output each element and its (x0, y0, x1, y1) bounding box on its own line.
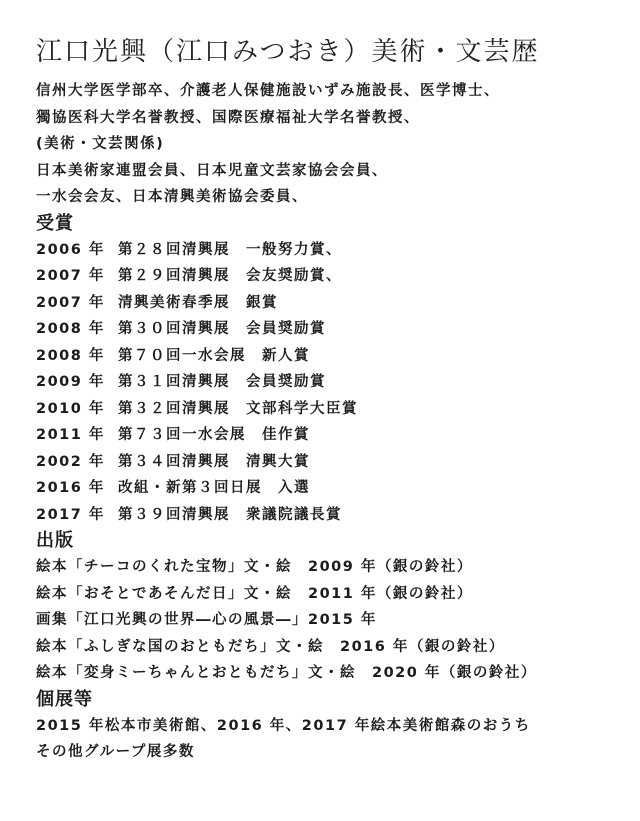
affiliation-line: 一水会会友、日本清興美術協会委員、 (36, 189, 308, 205)
award-year: 2017 年 (36, 506, 105, 523)
award-year: 2008 年 (36, 321, 105, 337)
award-row (36, 502, 626, 529)
publication-item: 絵本「ふしぎな国のおともだち」文・絵 2016 年（銀の鈴社） (36, 638, 505, 655)
award-year: 2002 年 (36, 453, 105, 470)
award-row (36, 290, 626, 317)
award-prize: 会友奨励賞、 (246, 268, 342, 284)
award-event: 第３１回清興展 (118, 374, 230, 390)
award-row (36, 343, 626, 370)
bio-line: 獨協医科大学名誉教授、国際医療福祉大学名誉教授、 (36, 109, 420, 126)
award-row (36, 369, 626, 396)
award-prize: 入選 (278, 480, 310, 496)
publication-item: 絵本「おそとであそんだ日」文・絵 2011 年（銀の鈴社） (36, 585, 473, 602)
exhibition-line: 2015 年松本市美術館、2016 年、2017 年絵本美術館森のおうち (36, 717, 531, 734)
affiliations-heading: (美術・文芸関係) (36, 136, 165, 152)
award-prize: 文部科学大臣賞 (246, 400, 358, 417)
award-prize: 新人賞 (262, 347, 310, 364)
publications-list (36, 554, 626, 687)
publications-heading: 出版 (36, 530, 74, 551)
award-row (36, 475, 626, 502)
award-row (36, 396, 626, 423)
page-title: 江口光興（江口みつおき）美術・文芸歴 (36, 37, 540, 67)
award-row (36, 449, 626, 476)
award-year: 2011 年 (36, 427, 105, 443)
award-year: 2007 年 (36, 294, 105, 311)
publication-item: 画集「江口光興の世界―心の風景―」2015 年 (36, 612, 377, 628)
award-event: 第２９回清興展 (118, 268, 230, 284)
awards-list (36, 237, 626, 529)
award-event: 第３２回清興展 (118, 400, 230, 417)
award-prize: 会員奨励賞 (246, 321, 326, 337)
awards-heading: 受賞 (36, 212, 74, 234)
award-event: 第３０回清興展 (118, 321, 230, 337)
document-page (36, 34, 626, 766)
award-prize: 会員奨励賞 (246, 374, 326, 390)
exhibitions-heading: 個展等 (36, 688, 93, 710)
bio-line: 信州大学医学部卒、介護老人保健施設いずみ施設長、医学博士、 (36, 83, 500, 99)
award-row (36, 316, 626, 343)
award-event: 第２８回清興展 (118, 241, 230, 258)
award-year: 2009 年 (36, 374, 105, 390)
award-row (36, 237, 626, 264)
award-prize: 佳作賞 (262, 427, 310, 443)
award-year: 2007 年 (36, 268, 105, 284)
award-prize: 銀賞 (246, 294, 278, 311)
publication-item: 絵本「チーコのくれた宝物」文・絵 2009 年（銀の鈴社） (36, 559, 473, 575)
award-prize: 一般努力賞、 (246, 241, 342, 258)
exhibition-line: その他グループ展多数 (36, 744, 195, 760)
award-year: 2008 年 (36, 347, 105, 364)
award-event: 第７３回一水会展 (118, 427, 246, 443)
award-event: 第３９回清興展 (118, 506, 230, 523)
publication-item: 絵本「変身ミーちゃんとおともだち」文・絵 2020 年（銀の鈴社） (36, 665, 537, 681)
award-row (36, 263, 626, 290)
award-year: 2010 年 (36, 400, 105, 417)
award-prize: 清興大賞 (246, 453, 310, 470)
affiliation-line: 日本美術家連盟会員、日本児童文芸家協会会員、 (36, 162, 388, 179)
award-prize: 衆議院議長賞 (246, 506, 342, 523)
award-event: 第７０回一水会展 (118, 347, 246, 364)
award-row (36, 422, 626, 449)
award-event: 改組・新第３回日展 (118, 480, 262, 496)
award-year: 2016 年 (36, 480, 105, 496)
award-year: 2006 年 (36, 241, 105, 258)
award-event: 清興美術春季展 (118, 294, 230, 311)
award-event: 第３４回清興展 (118, 453, 230, 470)
